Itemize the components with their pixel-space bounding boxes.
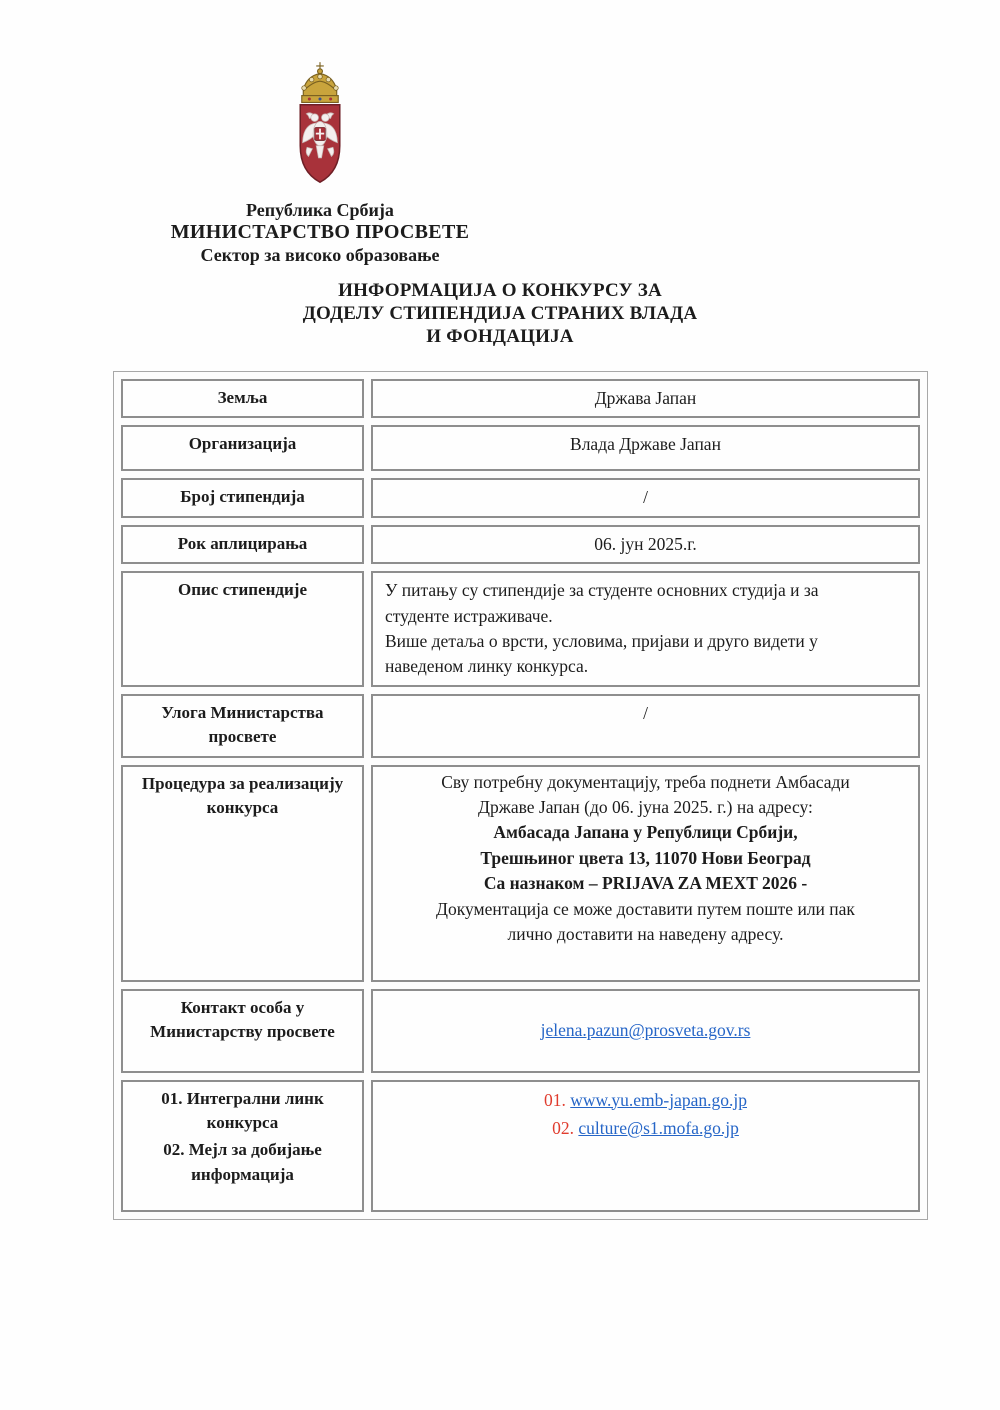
title-line-2: ДОДЕЛУ СТИПЕНДИЈА СТРАНИХ ВЛАДА — [302, 303, 698, 324]
procedure-address-line: Трешњиног цвета 13, 11070 Нови Београд — [480, 847, 811, 868]
document-title — [0, 279, 1000, 348]
value-procedure — [371, 765, 920, 982]
table-row-organization — [121, 425, 920, 471]
table-row-links — [121, 1080, 920, 1212]
value-ministry-role: / — [371, 694, 920, 758]
table-row-scholarship-count — [121, 478, 920, 517]
title-line-3: И ФОНДАЦИЈА — [426, 326, 574, 347]
label-procedure: Процедура за реализацију конкурса — [121, 765, 364, 982]
table-row-ministry-role — [121, 694, 920, 758]
table-row-procedure — [121, 765, 920, 982]
label-links-item-2: 02. Мејл за добијање информација — [163, 1139, 322, 1184]
title-line-1: ИНФОРМАЦИЈА О КОНКУРСУ ЗА — [338, 280, 662, 301]
scholarship-info-table — [113, 371, 928, 1220]
value-country: Држава Јапан — [371, 379, 920, 418]
procedure-subject-line: Са назнаком – PRIJAVA ZA MEXT 2026 - — [483, 873, 808, 894]
label-links-item-1: 01. Интегрални линк конкурса — [161, 1088, 324, 1133]
description-line: наведеном линку конкурса. — [385, 656, 589, 677]
serbia-coat-of-arms-icon — [282, 60, 358, 192]
link-line-2 — [385, 1114, 906, 1142]
label-deadline: Рок аплицирања — [121, 525, 364, 564]
label-organization: Организација — [121, 425, 364, 471]
description-line: студенте истраживаче. — [385, 605, 553, 626]
label-country: Земља — [121, 379, 364, 418]
value-scholarship-count: / — [371, 478, 920, 517]
value-contact — [371, 989, 920, 1073]
competition-url-link[interactable]: www.yu.emb-japan.go.jp — [570, 1089, 747, 1110]
label-scholarship-count: Број стипендија — [121, 478, 364, 517]
procedure-line: Сву потребну документацију, треба поднети Амбасади — [441, 771, 850, 792]
value-organization: Влада Државе Јапан — [371, 425, 920, 471]
link-line-1 — [385, 1086, 906, 1114]
description-line: У питању су стипендије за студенте основних студија и за — [385, 580, 819, 601]
header-sector: Сектор за високо образовање — [200, 244, 440, 265]
procedure-line: лично доставити на наведену адресу. — [507, 923, 784, 944]
value-description — [371, 571, 920, 687]
header-republic: Република Србија — [246, 200, 394, 220]
table-row-contact — [121, 989, 920, 1073]
value-deadline: 06. јун 2025.г. — [371, 525, 920, 564]
link-number-2: 02. — [552, 1117, 575, 1138]
info-email-link[interactable]: culture@s1.mofa.go.jp — [578, 1117, 739, 1138]
contact-email-link[interactable]: jelena.pazun@prosveta.gov.rs — [540, 1019, 751, 1040]
label-description: Опис стипендије — [121, 571, 364, 687]
link-number-1: 01. — [544, 1089, 566, 1110]
ministry-header — [165, 60, 475, 266]
procedure-line: Државе Јапан (до 06. јуна 2025. г.) на адресу: — [478, 797, 813, 817]
procedure-line: Документација се може доставити путем поште или пак — [436, 898, 855, 919]
procedure-address-line: Амбасада Јапана у Републици Србији, — [493, 822, 798, 843]
table-row-description — [121, 571, 920, 687]
table-row-deadline — [121, 525, 920, 564]
label-links — [121, 1080, 364, 1212]
label-contact: Контакт особа у Министарству просвете — [121, 989, 364, 1073]
table-row-country — [121, 379, 920, 418]
header-ministry: МИНИСТАРСТВО ПРОСВЕТЕ — [170, 221, 470, 244]
value-links — [371, 1080, 920, 1212]
label-ministry-role: Улога Министарства просвете — [121, 694, 364, 758]
description-line: Више детаља о врсти, условима, пријави и друго видети у — [385, 630, 818, 651]
